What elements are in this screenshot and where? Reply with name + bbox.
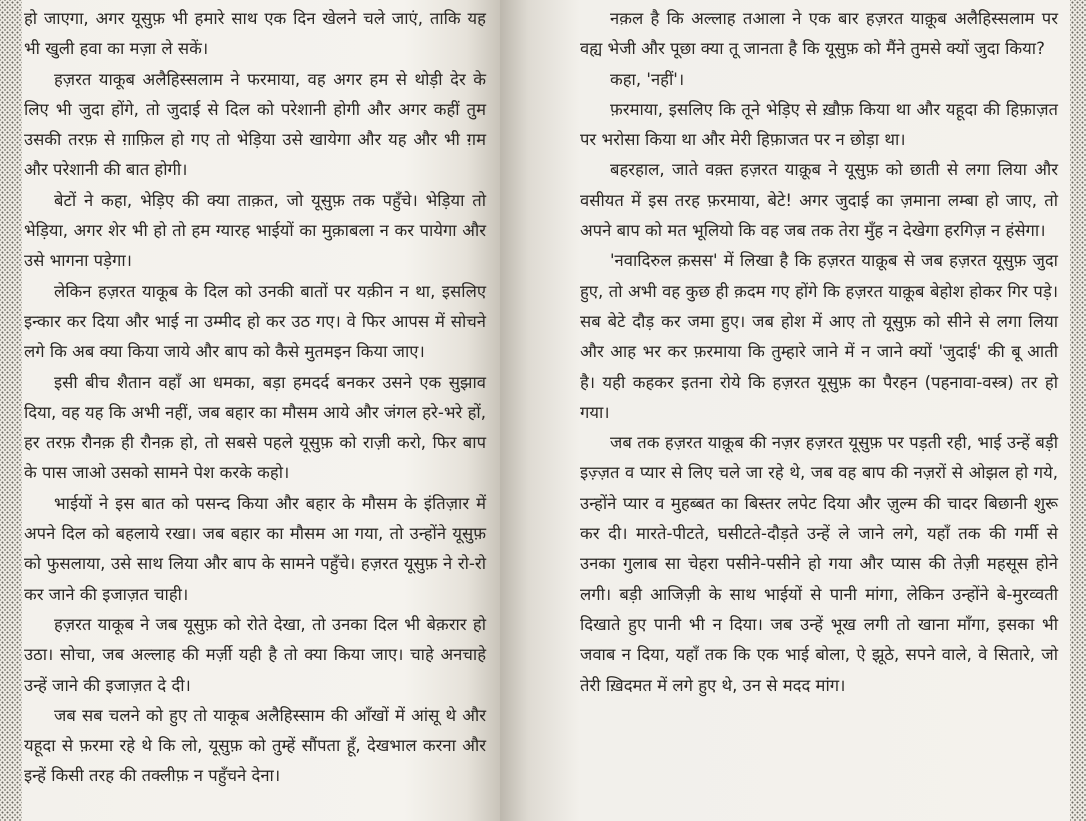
paragraph: फ़रमाया, इसलिए कि तूने भेड़िए से ख़ौफ़ किया था और यहूदा की हिफ़ाज़त पर भरोसा किया था और मेरी हिफ़ाजत पर न छोड़ा था।	[580, 99, 1058, 150]
paragraph: इसी बीच शैतान वहाँ आ धमका, बड़ा हमदर्द बनकर उसने एक सुझाव दिया, वह यह कि अभी नहीं, जब बहार का मौसम आये और जंगल हरे-भरे हों, हर तरफ़ रौनक़ ही रौनक़ हो, तो सबसे पहले यूसुफ़ को राज़ी करो, फिर बाप के पास जाओ उसको सामने पेश करके कहो।	[24, 372, 486, 483]
right-page-text	[500, 4, 1070, 701]
paragraph: बेटों ने कहा, भेड़िए की क्या ताक़त, जो यूसुफ़ तक पहुँचे। भेड़िया तो भेड़िया, अगर शेर भी हो तो हम ग्यारह भाईयों का मुक़ाबला न कर पायेगा और उसे भागना पड़ेगा।	[24, 190, 486, 271]
page-edge-left	[0, 0, 22, 821]
paragraph: कहा, 'नहीं'।	[610, 69, 685, 89]
paragraph: लेकिन हज़रत याकूब के दिल को उनकी बातों पर यक़ीन न था, इसलिए इन्कार कर दिया और भाई ना उम्मीद हो कर उठ गए। वे फिर आपस में सोचने लगे कि अब क्या किया जाये और बाप को कैसे मुतमइन किया जाए।	[24, 281, 486, 362]
paragraph: भाईयों ने इस बात को पसन्द किया और बहार के मौसम के इंतिज़ार में अपने दिल को बहलाये रखा। जब बहार का मौसम आ गया, तो उन्होंने यूसुफ़ को फुसलाया, उसे साथ लिया और बाप के सामने पहुँचे। हज़रत यूसुफ़ ने रो-रो कर जाने की इजाज़त चाही।	[24, 493, 486, 604]
right-page	[500, 0, 1070, 821]
paragraph: हज़रत याकूब अलैहिस्सलाम ने फरमाया, वह अगर हम से थोड़ी देर के लिए भी जुदा होंगे, तो जुदाई से दिल को परेशानी होगी और अगर कहीं तुम उसकी तरफ़ से ग़ाफ़िल हो गए तो भेड़िया उसे खायेगा और यह और भी ग़म और परेशानी की बात होगी।	[24, 69, 486, 180]
paragraph: जब सब चलने को हुए तो याकूब अलैहिस्साम की आँखों में आंसू थे और यहूदा से फ़रमा रहे थे कि लो, यूसुफ़ को तुम्हें सौंपता हूँ, देखभाल करना और इन्हें किसी तरह की तक्लीफ़ न पहुँचने देना।	[24, 705, 486, 786]
paragraph: बहरहाल, जाते वक़्त हज़रत याक़ूब ने यूसुफ़ को छाती से लगा लिया और वसीयत में इस तरह फ़रमाया, बेटे! अगर जुदाई का ज़माना लम्बा हो जाए, तो अपने बाप को मत भूलियो कि वह जब तक तेरा मुँह न देखेगा हरगिज़ न हंसेगा।	[580, 160, 1058, 241]
paragraph: हो जाएगा, अगर यूसुफ़ भी हमारे साथ एक दिन खेलने चले जाएं, ताकि यह भी खुली हवा का मज़ा ले सकें।	[24, 9, 486, 59]
paragraph: जब तक हज़रत याक़ूब की नज़र हज़रत यूसुफ़ पर पड़ती रही, भाई उन्हें बड़ी इज़्ज़त व प्यार से लिए चले जा रहे थे, जब वह बाप की नज़रों से ओझल हो गये, उन्होंने प्यार व मुहब्बत का बिस्तर लपेट दिया और ज़ुल्म की चादर बिछानी शुरू कर दी। मारते-पीटते, घसीटते-दौड़ते उन्हें ले जाने लगे, यहाँ तक की गर्मी से उनका गुलाब सा चेहरा पसीने-पसीने हो गया और प्यास की तेज़ी महसूस होने लगी। बड़ी आजिज़ी के साथ भाईयों से पानी मांगा, लेकिन उन्होंने बे-मुरव्वती दिखाते हुए पानी भी न दिया। जब उन्हें भूख लगी तो खाना माँगा, इसका भी जवाब न दिया, यहाँ तक कि एक भाई बोला, ऐ झूठे, सपने वाले, वे सितारे, जो तेरी ख़िदमत में लगे हुए थे, उन से मदद मांग।	[580, 433, 1058, 695]
left-page	[22, 0, 500, 821]
paragraph: हज़रत याकूब ने जब यूसुफ़ को रोते देखा, तो उनका दिल भी बेक़रार हो उठा। सोचा, जब अल्लाह की मर्ज़ी यही है तो क्या किया जाए। चाहे अनचाहे उन्हें जाने की इजाज़त दे दी।	[24, 614, 486, 695]
page-edge-right	[1070, 0, 1086, 821]
paragraph: 'नवादिरुल क़सस' में लिखा है कि हज़रत याक़ूब से जब हज़रत यूसुफ़ जुदा हुए, तो अभी वह कुछ ही क़दम गए होंगे कि हज़रत याक़ूब बेहोश होकर गिर पड़े। सब बेटे दौड़ कर जमा हुए। जब होश में आए तो यूसुफ़ को सीने से लगा लिया और आह भर कर फ़रमाया कि तुम्हारे जाने में न जाने क्यों 'जुदाई' की बू आती है। यही कहकर इतना रोये कि हज़रत यूसुफ़ का पैरहन (पहनावा-वस्त्र) तर हो गया।	[580, 251, 1058, 422]
paragraph: नक़ल है कि अल्लाह तआला ने एक बार हज़रत याक़ूब अलैहिस्सलाम पर वह्य भेजी और पूछा क्या तू जानता है कि यूसुफ़ को मैंने तुमसे क्यों जुदा किया?	[580, 9, 1058, 59]
left-page-text	[22, 0, 500, 792]
